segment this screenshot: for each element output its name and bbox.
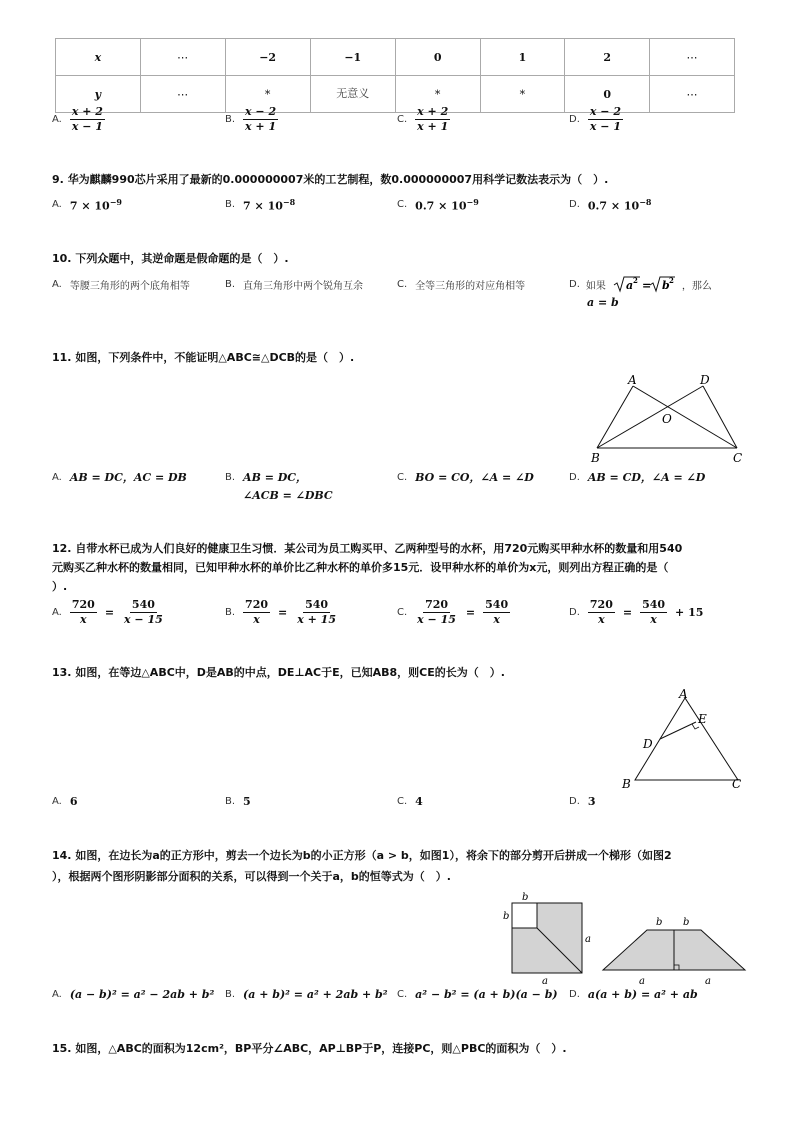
q10-option-b[interactable] [225,277,363,292]
option-label: B. [225,279,236,290]
question-11 [52,350,354,366]
question-number: 13. [52,666,72,679]
option-label: D. [569,796,580,807]
fraction [588,105,623,134]
question-text: 自带水杯已成为人们良好的健康卫生习惯．某公司为员工购买甲、乙两种型号的水杯，用720元购买甲种水杯的数量和用540 [75,542,683,555]
numerator: x − 2 [245,105,277,118]
fraction [243,598,270,627]
table-cell: −2 [225,39,310,76]
table-cell: ⋯ [650,76,735,113]
denominator: x + 15 [297,613,336,626]
denominator: x + 1 [417,120,449,133]
table-cell: 无意义 [310,76,395,113]
small-square-cut [512,903,537,928]
denominator: x [253,613,260,626]
option-label: A. [52,279,62,290]
fig2-label-b-left: b [656,917,663,928]
base: 7 × 10 [69,199,110,213]
question-text-line2: ），根据两个图形阴影部分面积的关系，可以得到一个关于a，b的恒等式为（ ）. [52,870,451,883]
option-label: C. [397,989,408,1000]
question-text-line3: ）. [52,580,68,593]
sqrt-equation-icon [612,274,676,294]
point-label-b: B [622,777,631,791]
option-label: C. [397,607,408,618]
option-text: 等腰三角形的两个底角相等 [69,281,190,292]
option-text: AB = DC，AC = DB [69,471,187,484]
option-label: B. [225,607,236,618]
question-number: 12. [52,542,72,555]
fraction [640,598,667,627]
q8-option-b[interactable] [225,105,278,134]
option-label: A. [52,796,62,807]
option-text: 5 [243,795,251,808]
option-label: C. [397,471,408,483]
q9-option-d[interactable] [569,197,652,213]
fraction [70,598,97,627]
fraction [415,598,458,627]
exponent: −9 [466,197,479,207]
q12-option-d[interactable]: D. $\frac{720}{x}$ = $\frac{540}{x}$ + 15 [569,598,704,626]
table-cell: 0 [395,39,480,76]
q14-option-b[interactable] [225,988,388,1001]
svg-text:2: 2 [668,276,674,285]
table-cell: * [225,76,310,113]
fig2-label-a-left: a [639,976,645,987]
option-text-line2: a = b [587,296,619,309]
base: 0.7 × 10 [587,199,640,213]
table-cell: * [480,76,565,113]
point-label-e: E [698,712,707,726]
fraction [243,105,278,134]
segment-dc [703,386,737,448]
q8-option-c[interactable] [397,105,450,134]
q10-option-c[interactable] [397,277,525,292]
fraction [122,598,165,627]
q13-option-b[interactable] [225,795,251,808]
numerator: 540 [642,598,666,611]
q10-option-a[interactable] [52,277,190,292]
question-text: 如图，△ABC的面积为12cm²，BP平分∠ABC，AP⊥BP于P，连接PC，则△PBC的面积为（ ）. [75,1042,567,1055]
exponent: −9 [109,197,122,207]
question-text: 如图，在等边△ABC中，D是AB的中点，DE⊥AC于E，已知AB8，则CE的长为（ ）. [75,666,505,679]
q13-option-d[interactable] [569,795,596,808]
fraction [295,598,338,627]
svg-text:a: a [625,279,634,292]
question-14 [52,848,742,885]
table-cell: ⋯ [140,39,225,76]
option-label: D. [569,989,580,1000]
option-label: D. [569,114,580,125]
numerator: 720 [71,598,95,611]
option-text: a² − b² = (a + b)(a − b) [415,988,558,1001]
option-label: C. [397,114,408,125]
numerator: x − 2 [589,105,621,118]
q14-option-d[interactable] [569,988,698,1001]
option-label: C. [397,279,408,290]
value-table [55,38,735,113]
point-label-a: A [628,373,637,387]
denominator: x [80,613,87,626]
point-label-d: D [643,737,653,751]
denominator: x − 15 [417,613,456,626]
q11-figure [585,372,745,467]
option-text: a(a + b) = a² + ab [587,988,698,1001]
base: 7 × 10 [243,199,283,213]
table-cell: 0 [565,76,650,113]
option-label: A. [52,989,62,1000]
table-cell: ⋯ [140,76,225,113]
question-number: 10. [52,252,72,265]
q9-option-c[interactable] [397,197,479,213]
denominator: x [598,613,605,626]
question-text: 如图，在边长为a的正方形中，剪去一个边长为b的小正方形（a > b，如图1），将余下的部分剪开后拼成一个梯形（如图2 [75,849,672,862]
option-text: 4 [415,795,423,808]
point-label-a: A [679,687,688,701]
option-text: AB = CD，∠A = ∠D [587,471,706,484]
q13-figure [615,686,750,794]
table-cell: * [395,76,480,113]
fraction [70,105,105,134]
question-number: 15. [52,1042,72,1055]
question-text: 华为麒麟990芯片采用了最新的0.000000007米的工艺制程，数0.000000007用科学记数法表示为（ ）. [67,173,609,186]
option-text: 全等三角形的对应角相等 [415,281,526,292]
question-number: 14. [52,849,72,862]
option-label: A. [52,471,62,483]
table-row [56,76,735,113]
option-label: D. [569,278,580,290]
denominator: x − 1 [589,120,621,133]
base: 0.7 × 10 [415,199,467,213]
table-cell: ⋯ [650,39,735,76]
option-text: 6 [69,795,78,808]
q10-option-d[interactable] [569,274,712,309]
q12-option-a[interactable]: A. $\frac{720}{x}$ = $\frac{540}{x - 15}$ [52,598,163,626]
denominator: x − 15 [124,613,163,626]
table-cell: 2 [565,39,650,76]
q11-option-d[interactable] [569,469,705,485]
table-cell: x [56,39,141,76]
numerator: 720 [245,598,269,611]
fig2-label-a-right: a [705,976,711,987]
exponent: −8 [639,197,652,207]
denominator: x [493,613,500,626]
question-15 [52,1041,567,1057]
option-label: B. [225,989,236,1000]
option-value [588,197,652,213]
q13-option-c[interactable] [397,795,423,808]
option-label: A. [52,199,62,211]
exponent: −8 [282,197,296,207]
numerator: 720 [589,598,613,611]
numerator: 540 [485,598,509,611]
option-text-line2: ∠ACB = ∠DBC [243,489,333,502]
point-label-c: C [733,451,743,465]
fig1-label-a-bottom: a [542,976,548,987]
option-text: (a + b)² = a² + 2ab + b² [243,988,388,1001]
option-text: BO = CO，∠A = ∠D [415,471,534,484]
option-value [415,197,479,213]
option-label: D. [569,471,580,483]
option-text: (a − b)² = a² − 2ab + b² [69,988,215,1001]
option-text: ，那么 [681,280,712,292]
q8-option-d[interactable] [569,105,623,134]
q12-option-c[interactable]: C. $\frac{720}{x - 15}$ = $\frac{540}{x}$ [397,598,509,626]
q11-option-a[interactable] [52,469,187,485]
point-label-c: C [732,777,742,791]
option-label: B. [225,471,236,483]
q14-option-c[interactable] [397,988,558,1001]
q11-option-b[interactable] [225,469,333,502]
segment-ac [633,386,737,448]
fraction [415,105,450,134]
denominator: x − 1 [71,120,103,133]
denominator: x [650,613,657,626]
q9-option-a[interactable] [52,197,122,213]
table-cell: 1 [480,39,565,76]
numerator: 540 [131,598,155,611]
segment-ab [597,386,633,448]
option-label: C. [397,796,408,807]
point-label-b: B [591,451,600,465]
q8-option-a[interactable] [52,105,105,134]
table-row [56,39,735,76]
option-label: B. [225,796,236,807]
question-12 [52,541,742,595]
denominator: x + 1 [245,120,277,133]
table-cell: y [56,76,141,113]
option-text: 如果 [585,280,606,292]
option-text: AB = DC， [243,471,308,484]
question-text-line2: 元购买乙种水杯的数量相同，已知甲种水杯的单价比乙种水杯的单价多15元．设甲种水杯的单价为x元，则列出方程正确的是（ [52,561,669,574]
q14-option-a[interactable] [52,988,214,1001]
option-label: B. [225,114,236,125]
question-13 [52,665,505,681]
numerator: 720 [425,598,449,611]
q12-option-b[interactable]: B. $\frac{720}{x}$ = $\frac{540}{x + 15}$ [225,598,336,626]
fraction [588,598,615,627]
option-extra: + 15 [675,606,704,619]
point-label-d: D [700,373,710,387]
question-9 [52,172,608,188]
option-value [243,197,295,213]
q13-option-a[interactable] [52,795,78,808]
numerator: x + 2 [417,105,449,118]
fig1-label-b-top: b [522,892,529,903]
question-10 [52,251,289,267]
segment-db [597,386,703,448]
q14-figure [495,890,755,988]
option-label: A. [52,607,62,618]
option-label: C. [397,199,408,211]
option-value [70,197,122,213]
fig1-label-b-left: b [503,911,510,922]
question-text: 下列众题中，其逆命题是假命题的是（ ）. [75,252,289,265]
question-number: 11. [52,351,72,364]
table-cell: −1 [310,39,395,76]
point-label-o: O [662,412,672,426]
option-text: 3 [587,795,596,808]
q11-option-c[interactable] [397,469,534,485]
question-text: 如图，下列条件中，不能证明△ABC≅△DCB的是（ ）. [75,351,355,364]
question-number: 9. [52,173,64,186]
option-label: D. [569,607,580,618]
numerator: x + 2 [71,105,103,118]
svg-text:2: 2 [632,276,638,285]
q9-option-b[interactable] [225,197,295,213]
numerator: 540 [305,598,329,611]
option-text: 直角三角形中两个锐角互余 [243,281,364,292]
option-label: D. [569,199,580,211]
fig2-label-b-right: b [683,917,690,928]
fraction [483,598,510,627]
svg-text:=: = [641,279,652,292]
option-label: B. [225,199,236,211]
option-label: A. [52,114,62,125]
svg-text:b: b [661,279,670,292]
fig1-label-a-right: a [585,934,591,945]
